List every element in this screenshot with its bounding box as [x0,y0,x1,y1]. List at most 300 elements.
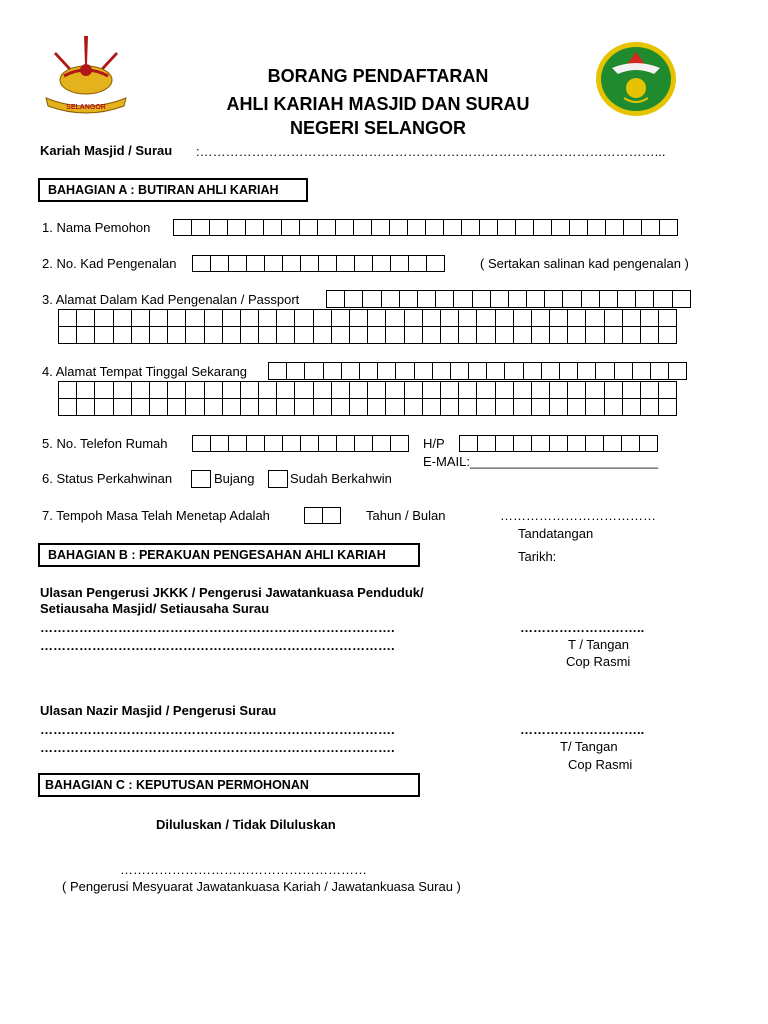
input-box[interactable] [562,290,581,308]
input-box[interactable] [371,219,390,236]
input-box[interactable] [258,326,277,344]
input-box[interactable] [240,309,259,327]
input-box[interactable] [603,435,622,452]
input-box[interactable] [399,290,418,308]
input-box[interactable] [458,326,477,344]
input-box[interactable] [513,435,532,452]
jais-emblem-icon [594,40,678,118]
input-box[interactable] [653,290,672,308]
input-box[interactable] [390,435,409,452]
input-box[interactable] [453,290,472,308]
input-box[interactable] [167,309,186,327]
input-box[interactable] [617,290,636,308]
input-box[interactable] [349,398,368,416]
input-box[interactable] [185,309,204,327]
input-box[interactable] [585,398,604,416]
input-box[interactable] [395,362,414,380]
input-box[interactable] [389,219,408,236]
input-box[interactable] [544,290,563,308]
input-box[interactable] [569,219,588,236]
input-box[interactable] [204,309,223,327]
input-box[interactable] [367,398,386,416]
input-box[interactable] [604,381,623,399]
input-box[interactable] [513,398,532,416]
kariah-label: Kariah Masjid / Surau [40,143,173,158]
input-box[interactable] [567,398,586,416]
input-box[interactable] [113,398,132,416]
input-box[interactable] [58,381,77,399]
input-box[interactable] [476,381,495,399]
input-box[interactable] [458,381,477,399]
input-box[interactable] [228,255,247,272]
input-box[interactable] [422,326,441,344]
input-box[interactable] [353,219,372,236]
input-box[interactable] [508,290,527,308]
email-field[interactable]: E-MAIL:__________________________ [423,454,658,469]
input-box[interactable] [523,362,542,380]
input-box[interactable] [476,398,495,416]
logo-text: SELANGOR [66,104,106,111]
input-box[interactable] [246,255,265,272]
input-box[interactable] [567,435,586,452]
signature-label: Tandatangan [518,526,594,541]
input-box[interactable] [359,362,378,380]
input-box[interactable] [490,290,509,308]
input-box[interactable] [94,326,113,344]
input-box[interactable] [367,381,386,399]
input-box[interactable] [658,398,677,416]
ulasan2-label: Ulasan Nazir Masjid / Pengerusi Surau [40,703,277,718]
home-phone-boxes[interactable] [193,435,409,452]
page-title-line1: BORANG PENDAFTARAN [267,66,489,86]
input-box[interactable] [414,362,433,380]
decision-label[interactable]: Diluluskan / Tidak Diluluskan [156,817,336,832]
input-box[interactable] [497,219,516,236]
input-box[interactable] [209,219,228,236]
input-box[interactable] [533,219,552,236]
input-box[interactable] [621,435,640,452]
input-box[interactable] [185,326,204,344]
input-box[interactable] [349,326,368,344]
berkahwin-label: Sudah Berkahwin [290,471,392,486]
ic-address-rows[interactable] [59,310,677,344]
input-box[interactable] [599,290,618,308]
input-box[interactable] [336,435,355,452]
input-box[interactable] [222,326,241,344]
input-box[interactable] [204,398,223,416]
input-box[interactable] [344,290,363,308]
input-box[interactable] [623,219,642,236]
input-box[interactable] [317,219,336,236]
current-address-row1[interactable] [269,363,687,380]
input-box[interactable] [477,435,496,452]
grid-row [59,309,677,327]
input-box[interactable] [372,255,391,272]
input-box[interactable] [640,309,659,327]
input-box[interactable] [377,362,396,380]
ulasan2-dots1[interactable]: ………………………………………………………………………. [40,722,395,737]
input-box[interactable] [245,219,264,236]
page-title-line2: AHLI KARIAH MASJID DAN SURAU [226,94,530,114]
input-box[interactable] [131,381,150,399]
input-box[interactable] [622,309,641,327]
input-box[interactable] [426,255,445,272]
input-box[interactable] [549,326,568,344]
input-box[interactable] [381,290,400,308]
ulasan1-line1: Ulasan Pengerusi JKKK / Pengerusi Jawatankuasa Penduduk/ [40,585,424,600]
input-box[interactable] [167,326,186,344]
input-box[interactable] [587,219,606,236]
input-box[interactable] [659,219,678,236]
input-box[interactable] [404,326,423,344]
input-box[interactable] [131,309,150,327]
input-box[interactable] [167,398,186,416]
input-box[interactable] [461,219,480,236]
input-box[interactable] [640,381,659,399]
input-box[interactable] [113,381,132,399]
input-box[interactable] [458,309,477,327]
input-box[interactable] [58,309,77,327]
input-box[interactable] [276,309,295,327]
q1-label: 1. Nama Pemohon [42,220,151,235]
grid-row [269,362,687,380]
input-box[interactable] [495,309,514,327]
input-box[interactable] [222,398,241,416]
signature-line[interactable]: ……………………………… [500,508,656,523]
input-box[interactable] [76,398,95,416]
input-box[interactable] [541,362,560,380]
input-box[interactable] [294,381,313,399]
ic-copy-note: ( Sertakan salinan kad pengenalan ) [480,256,689,271]
input-box[interactable] [299,219,318,236]
berkahwin-checkbox[interactable] [268,470,288,488]
input-box[interactable] [264,255,283,272]
input-box[interactable] [585,435,604,452]
input-box[interactable] [495,381,514,399]
input-box[interactable] [276,326,295,344]
tempoh-boxes[interactable] [305,507,341,524]
selangor-crest-icon [42,34,130,116]
input-box[interactable] [549,435,568,452]
input-box[interactable] [204,381,223,399]
input-box[interactable] [313,398,332,416]
input-box[interactable] [349,381,368,399]
date-label: Tarikh: [518,549,557,564]
input-box[interactable] [276,381,295,399]
input-box[interactable] [167,381,186,399]
input-box[interactable] [577,362,596,380]
input-box[interactable] [551,219,570,236]
input-box[interactable] [173,219,192,236]
input-box[interactable] [435,290,454,308]
input-box[interactable] [367,309,386,327]
input-box[interactable] [113,309,132,327]
input-box[interactable] [422,309,441,327]
input-box[interactable] [639,435,658,452]
input-box[interactable] [567,381,586,399]
section-c-title: BAHAGIAN C : KEPUTUSAN PERMOHONAN [38,773,420,797]
input-box[interactable] [531,309,550,327]
input-box[interactable] [149,309,168,327]
input-box[interactable] [331,309,350,327]
input-box[interactable] [263,219,282,236]
input-box[interactable] [113,326,132,344]
input-box[interactable] [149,381,168,399]
ulasan1-dots2[interactable]: ………………………………………………………………………. [40,638,395,653]
input-box[interactable] [486,362,505,380]
input-box[interactable] [443,219,462,236]
input-box[interactable] [440,326,459,344]
input-box[interactable] [294,326,313,344]
sign1-dots[interactable]: ……………………….. [520,620,645,635]
input-box[interactable] [385,326,404,344]
sign2-dots[interactable]: ……………………….. [520,722,645,737]
input-box[interactable] [367,326,386,344]
input-box[interactable] [276,398,295,416]
input-box[interactable] [282,255,301,272]
input-box[interactable] [404,398,423,416]
input-box[interactable] [640,398,659,416]
grid-row [327,290,691,308]
input-box[interactable] [131,326,150,344]
input-box[interactable] [559,362,578,380]
input-box[interactable] [246,435,265,452]
input-box[interactable] [614,362,633,380]
ulasan2-dots2[interactable]: ………………………………………………………………………. [40,740,395,755]
input-box[interactable] [341,362,360,380]
input-box[interactable] [304,507,323,524]
input-box[interactable] [432,362,451,380]
input-box[interactable] [313,326,332,344]
input-box[interactable] [504,362,523,380]
input-box[interactable] [531,381,550,399]
input-box[interactable] [605,219,624,236]
q3-label: 3. Alamat Dalam Kad Pengenalan / Passport [42,292,300,307]
cop-rasmi2: Cop Rasmi [568,757,633,772]
input-box[interactable] [322,507,341,524]
input-box[interactable] [192,435,211,452]
input-box[interactable] [131,398,150,416]
input-box[interactable] [472,290,491,308]
input-box[interactable] [650,362,669,380]
input-box[interactable] [185,398,204,416]
input-box[interactable] [422,381,441,399]
input-box[interactable] [513,326,532,344]
input-box[interactable] [632,362,651,380]
input-box[interactable] [513,309,532,327]
input-box[interactable] [549,381,568,399]
input-box[interactable] [385,381,404,399]
input-box[interactable] [318,255,337,272]
input-box[interactable] [622,381,641,399]
input-box[interactable] [658,309,677,327]
input-box[interactable] [185,381,204,399]
input-box[interactable] [658,381,677,399]
input-box[interactable] [331,398,350,416]
input-box[interactable] [58,398,77,416]
input-box[interactable] [300,255,319,272]
input-box[interactable] [76,326,95,344]
input-box[interactable] [76,381,95,399]
input-box[interactable] [286,362,305,380]
hp-label: H/P [423,436,445,451]
grid-row [59,398,677,416]
input-box[interactable] [585,326,604,344]
input-box[interactable] [372,435,391,452]
input-box[interactable] [76,309,95,327]
input-box[interactable] [390,255,409,272]
cop-rasmi1: Cop Rasmi [566,654,631,669]
input-box[interactable] [323,362,342,380]
input-box[interactable] [349,309,368,327]
input-box[interactable] [300,435,319,452]
input-box[interactable] [526,290,545,308]
input-box[interactable] [422,398,441,416]
input-box[interactable] [210,435,229,452]
input-box[interactable] [282,435,301,452]
input-box[interactable] [531,435,550,452]
input-box[interactable] [268,362,287,380]
input-box[interactable] [407,219,426,236]
input-box[interactable] [313,381,332,399]
input-box[interactable] [404,381,423,399]
input-box[interactable] [468,362,487,380]
input-box[interactable] [58,326,77,344]
q6-label: 6. Status Perkahwinan [42,471,173,486]
input-box[interactable] [313,309,332,327]
ic-address-row1[interactable] [327,291,691,308]
input-box[interactable] [258,398,277,416]
input-box[interactable] [331,326,350,344]
page-title-line3: NEGERI SELANGOR [289,118,467,138]
input-box[interactable] [549,309,568,327]
input-box[interactable] [326,290,345,308]
input-box[interactable] [640,326,659,344]
input-box[interactable] [94,309,113,327]
input-box[interactable] [531,326,550,344]
input-box[interactable] [204,326,223,344]
input-box[interactable] [94,398,113,416]
input-box[interactable] [459,435,478,452]
input-box[interactable] [531,398,550,416]
bujang-checkbox[interactable] [191,470,211,488]
input-box[interactable] [417,290,436,308]
input-box[interactable] [149,398,168,416]
input-box[interactable] [94,381,113,399]
input-box[interactable] [228,435,247,452]
q4-label: 4. Alamat Tempat Tinggal Sekarang [42,364,247,379]
input-box[interactable] [258,309,277,327]
grid-row [59,326,677,344]
input-box[interactable] [479,219,498,236]
ulasan1-dots1[interactable]: ………………………………………………………………………. [40,620,395,635]
input-box[interactable] [440,309,459,327]
input-box[interactable] [513,381,532,399]
input-box[interactable] [331,381,350,399]
input-box[interactable] [408,255,427,272]
input-box[interactable] [567,326,586,344]
input-box[interactable] [440,381,459,399]
input-box[interactable] [318,435,337,452]
input-box[interactable] [240,326,259,344]
input-box[interactable] [304,362,323,380]
q5-label: 5. No. Telefon Rumah [42,436,168,451]
input-box[interactable] [294,309,313,327]
input-box[interactable] [585,309,604,327]
input-box[interactable] [222,309,241,327]
input-box[interactable] [404,309,423,327]
input-box[interactable] [604,326,623,344]
input-box[interactable] [240,398,259,416]
input-box[interactable] [549,398,568,416]
current-address-rows[interactable] [59,382,677,416]
input-box[interactable] [604,309,623,327]
input-box[interactable] [258,381,277,399]
input-box[interactable] [641,219,660,236]
input-box[interactable] [515,219,534,236]
input-box[interactable] [495,398,514,416]
input-box[interactable] [622,326,641,344]
hp-boxes[interactable] [460,435,658,452]
input-box[interactable] [476,326,495,344]
input-box[interactable] [425,219,444,236]
input-box[interactable] [335,219,354,236]
input-box[interactable] [354,435,373,452]
input-box[interactable] [495,435,514,452]
input-box[interactable] [240,381,259,399]
input-box[interactable] [192,255,211,272]
input-box[interactable] [622,398,641,416]
input-box[interactable] [191,219,210,236]
ulasan1-line2: Setiausaha Masjid/ Setiausaha Surau [40,601,270,616]
chair-sign-dots[interactable]: ………………………………………………… [120,862,367,877]
input-box[interactable] [567,309,586,327]
input-box[interactable] [222,381,241,399]
input-box[interactable] [604,398,623,416]
kariah-field[interactable]: :……………………………………………………………………………………………... [196,144,666,159]
input-box[interactable] [458,398,477,416]
input-box[interactable] [264,435,283,452]
input-box[interactable] [294,398,313,416]
input-box[interactable] [450,362,469,380]
q7-label: 7. Tempoh Masa Telah Menetap Adalah [42,508,270,523]
q2-label: 2. No. Kad Pengenalan [42,256,177,271]
input-box[interactable] [581,290,600,308]
input-box[interactable] [385,309,404,327]
input-box[interactable] [658,326,677,344]
nama-pemohon-boxes[interactable] [174,219,678,236]
input-box[interactable] [210,255,229,272]
input-box[interactable] [476,309,495,327]
input-box[interactable] [495,326,514,344]
input-box[interactable] [227,219,246,236]
bujang-label: Bujang [214,471,255,486]
input-box[interactable] [385,398,404,416]
input-box[interactable] [672,290,691,308]
input-box[interactable] [440,398,459,416]
input-box[interactable] [668,362,687,380]
grid-row [59,381,677,399]
input-box[interactable] [585,381,604,399]
input-box[interactable] [362,290,381,308]
input-box[interactable] [635,290,654,308]
ic-number-boxes[interactable] [193,255,445,272]
input-box[interactable] [595,362,614,380]
input-box[interactable] [149,326,168,344]
input-box[interactable] [336,255,355,272]
input-box[interactable] [281,219,300,236]
input-box[interactable] [354,255,373,272]
